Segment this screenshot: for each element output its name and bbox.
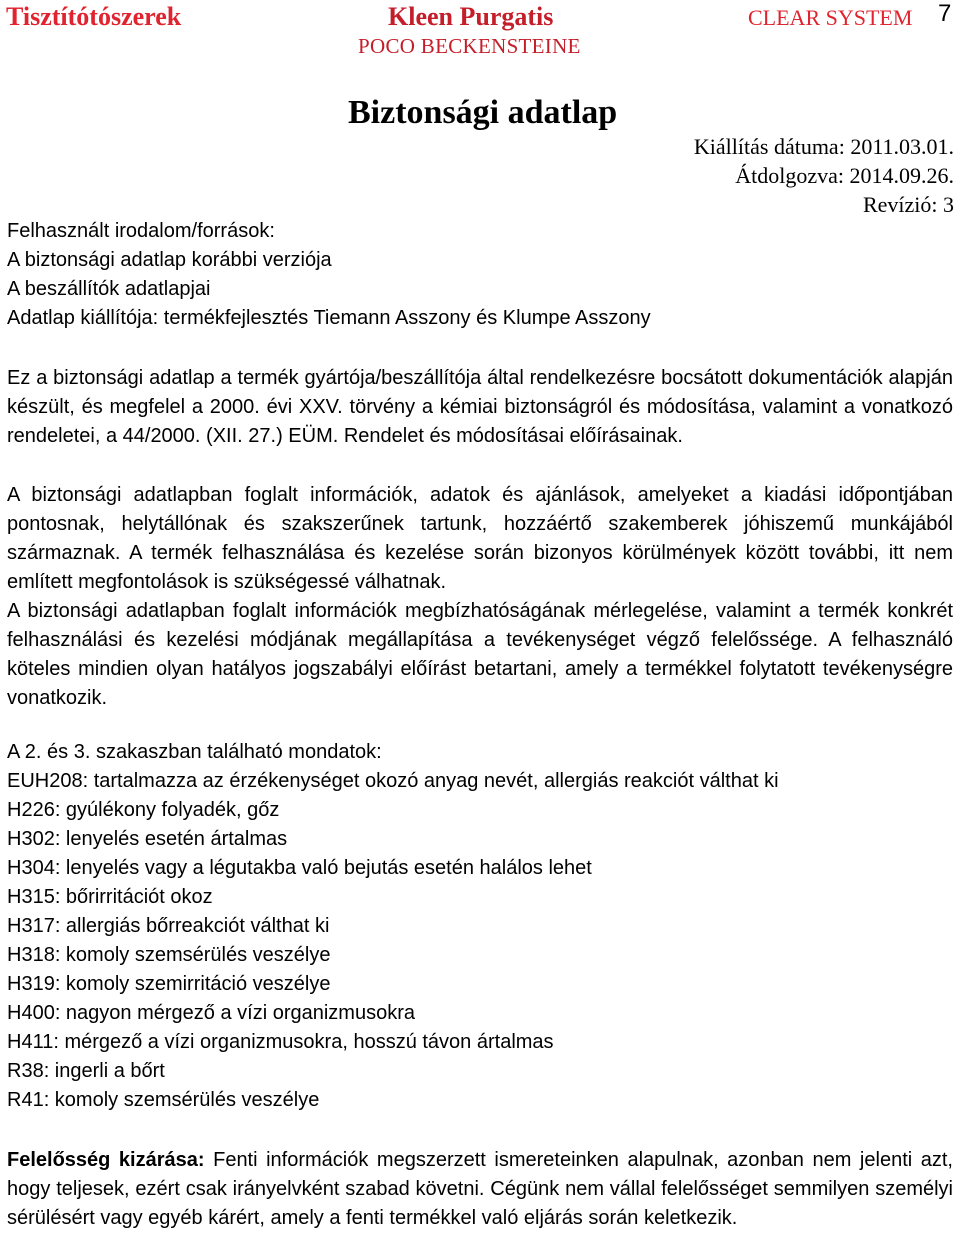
source-item: A beszállítók adatlapjai [7, 278, 211, 300]
document-title: Biztonsági adatlap [348, 94, 618, 131]
phrase-item: H411: mérgező a vízi organizmusokra, hosszú távon ártalmas [7, 1031, 554, 1053]
info-paragraph-1: A biztonsági adatlapban foglalt információk, adatok és ajánlások, amelyeket a kiadási időpontjában pontosnak, helytállónak és szakszerűnek tartunk, hozzáértő szakemberek jóhiszemű munkájából származnak. A termék felhasználása és kezelése során bizonyos körülmények között további, itt nem említett megfontolások is szükségessé válhatnak. [7, 484, 953, 593]
phrase-item: H226: gyúlékony folyadék, gőz [7, 799, 280, 821]
header-brand: Kleen Purgatis [388, 2, 554, 31]
phrase-item: H400: nagyon mérgező a vízi organizmusokra [7, 1002, 415, 1024]
disclaimer-paragraph [7, 1146, 953, 1233]
disclaimer-label: Felelősség kizárása: [7, 1149, 205, 1171]
header-subbrand: POCO BECKENSTEINE [358, 34, 581, 58]
phrase-item: H318: komoly szemsérülés veszélye [7, 944, 331, 966]
legal-paragraph: Ez a biztonsági adatlap a termék gyártója/beszállítója által rendelkezésre bocsátott dokumentációk alapján készült, és megfelel a 2000. évi XXV. törvény a kémiai biztonságról és módosítása, valamint a vonatkozó rendeletei, a 44/2000. (XII. 27.) EÜM. Rendelet és módosításai előírásainak. [7, 367, 953, 447]
phrase-item: H304: lenyelés vagy a légutakba való bejutás esetén halálos lehet [7, 857, 592, 879]
phrase-item: R38: ingerli a bőrt [7, 1060, 165, 1082]
info-paragraph-2: A biztonsági adatlapban foglalt információk megbízhatóságának mérlegelése, valamint a termék konkrét felhasználási és kezelési módjának megállapítása a tevékenységet végző felelőssége. A felhasználó köteles mindien olyan hatályos jogszabályi előírást betartani, amely a termékkel folytatott tevékenységre vonatkozik. [7, 600, 953, 709]
phrase-item: H302: lenyelés esetén ártalmas [7, 828, 288, 850]
revision-number: Revízió: 3 [862, 192, 954, 217]
issue-date: Kiállítás dátuma: 2011.03.01. [693, 134, 954, 159]
phrase-item: H317: allergiás bőrreakciót válthat ki [7, 915, 330, 937]
revised-date: Átdolgozva: 2014.09.26. [735, 163, 954, 188]
sources-heading: Felhasznált irodalom/források: [7, 220, 275, 242]
source-item: A biztonsági adatlap korábbi verziója [7, 249, 332, 271]
phrase-item: EUH208: tartalmazza az érzékenységet okozó anyag nevét, allergiás reakciót válthat ki [7, 770, 779, 792]
header-category: Tisztítótószerek [6, 2, 182, 31]
phrases-heading: A 2. és 3. szakaszban található mondatok: [7, 741, 382, 763]
disclaimer-text: Fenti információk megszerzett ismereteinken alapulnak, azonban nem jelenti azt, hogy teljesek, ezért csak irányelvként szabad követni. Cégünk nem vállal felelősséget semmilyen személyi sérülésért vagy egyéb kárért, amely a fenti termékkel való eljárás során keletkezik. [7, 1149, 953, 1229]
phrase-item: H315: bőrirritációt okoz [7, 886, 213, 908]
page-number: 7 [938, 0, 952, 27]
phrase-item: H319: komoly szemirritáció veszélye [7, 973, 331, 995]
header-system: CLEAR SYSTEM [748, 5, 913, 30]
phrase-item: R41: komoly szemsérülés veszélye [7, 1089, 320, 1111]
source-item: Adatlap kiállítója: termékfejlesztés Tiemann Asszony és Klumpe Asszony [7, 307, 651, 329]
